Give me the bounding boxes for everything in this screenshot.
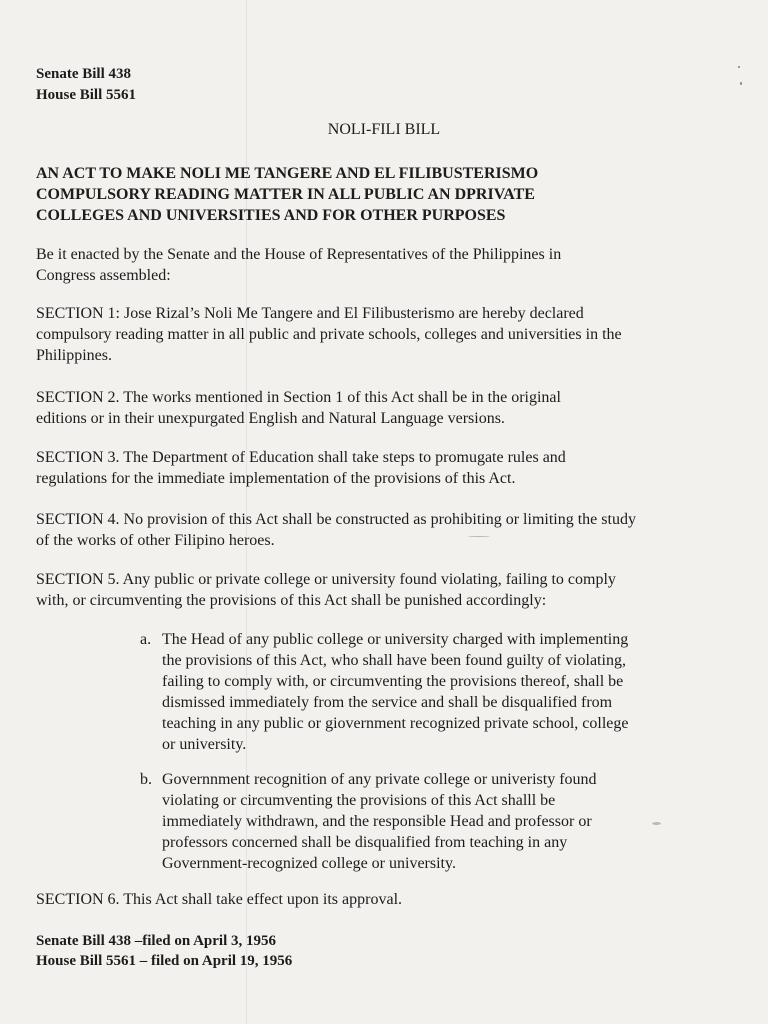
scan-speck <box>740 82 742 85</box>
act-title-line: AN ACT TO MAKE NOLI ME TANGERE AND EL FILIBUSTERISMO <box>36 165 539 182</box>
house-filing-date: House Bill 5561 – filed on April 19, 1956 <box>36 953 293 969</box>
scan-speck <box>652 822 661 825</box>
section-5: SECTION 5. Any public or private college or university found violating, failing to comply with, or circumventing the provisions of this Act shall be punished accordingly: <box>36 571 616 609</box>
subsection-b-text: Governnment recognition of any private college or univeristy found violating or circumventing the provisions of this Act shalll be immediately withdrawn, and the responsible Head and professor or professors concerned shall be disqualified from teaching in any Government-recognized college or university. <box>162 771 597 872</box>
section-3: SECTION 3. The Department of Education shall take steps to promugate rules and regulations for the immediate implementation of the provisions of this Act. <box>36 449 566 487</box>
section-6: SECTION 6. This Act shall take effect upon its approval. <box>36 891 403 908</box>
scan-speck <box>738 66 740 68</box>
act-title-line: COMPULSORY READING MATTER IN ALL PUBLIC AN DPRIVATE <box>36 186 535 203</box>
bill-numbers <box>36 64 646 106</box>
document-title: NOLI-FILI BILL <box>327 121 441 138</box>
house-bill-number: House Bill 5561 <box>36 87 137 103</box>
section-1: SECTION 1: Jose Rizal’s Noli Me Tangere and El Filibusterismo are hereby declared compulsory reading matter in all public and private schools, colleges and universities in the Philippines. <box>36 305 622 364</box>
subsection-a-text: The Head of any public college or university charged with implementing the provisions of this Act, who shall have been found guilty of violating, failing to comply with, or circumventing the provisions thereof, shall be dismissed immediately from the service and shall be disqualified from teaching in any public or giovernment recognized private school, college or university. <box>162 631 629 753</box>
subsection-a-label: a. <box>140 631 152 648</box>
section-4: SECTION 4. No provision of this Act shall be constructed as prohibiting or limiting the study of the works of other Filipino heroes. <box>36 511 636 549</box>
section-2: SECTION 2. The works mentioned in Section 1 of this Act shall be in the original editions or in their unexpurgated English and Natural Language versions. <box>36 389 561 427</box>
enacting-clause: Be it enacted by the Senate and the House of Representatives of the Philippines in Congress assembled: <box>36 246 562 284</box>
scan-speck <box>468 536 490 537</box>
act-title <box>36 163 626 226</box>
act-title-line: COLLEGES AND UNIVERSITIES AND FOR OTHER PURPOSES <box>36 207 506 224</box>
senate-bill-number: Senate Bill 438 <box>36 66 132 82</box>
subsection-b-label: b. <box>140 771 152 788</box>
filing-dates <box>36 931 646 971</box>
senate-filing-date: Senate Bill 438 –filed on April 3, 1956 <box>36 933 277 949</box>
